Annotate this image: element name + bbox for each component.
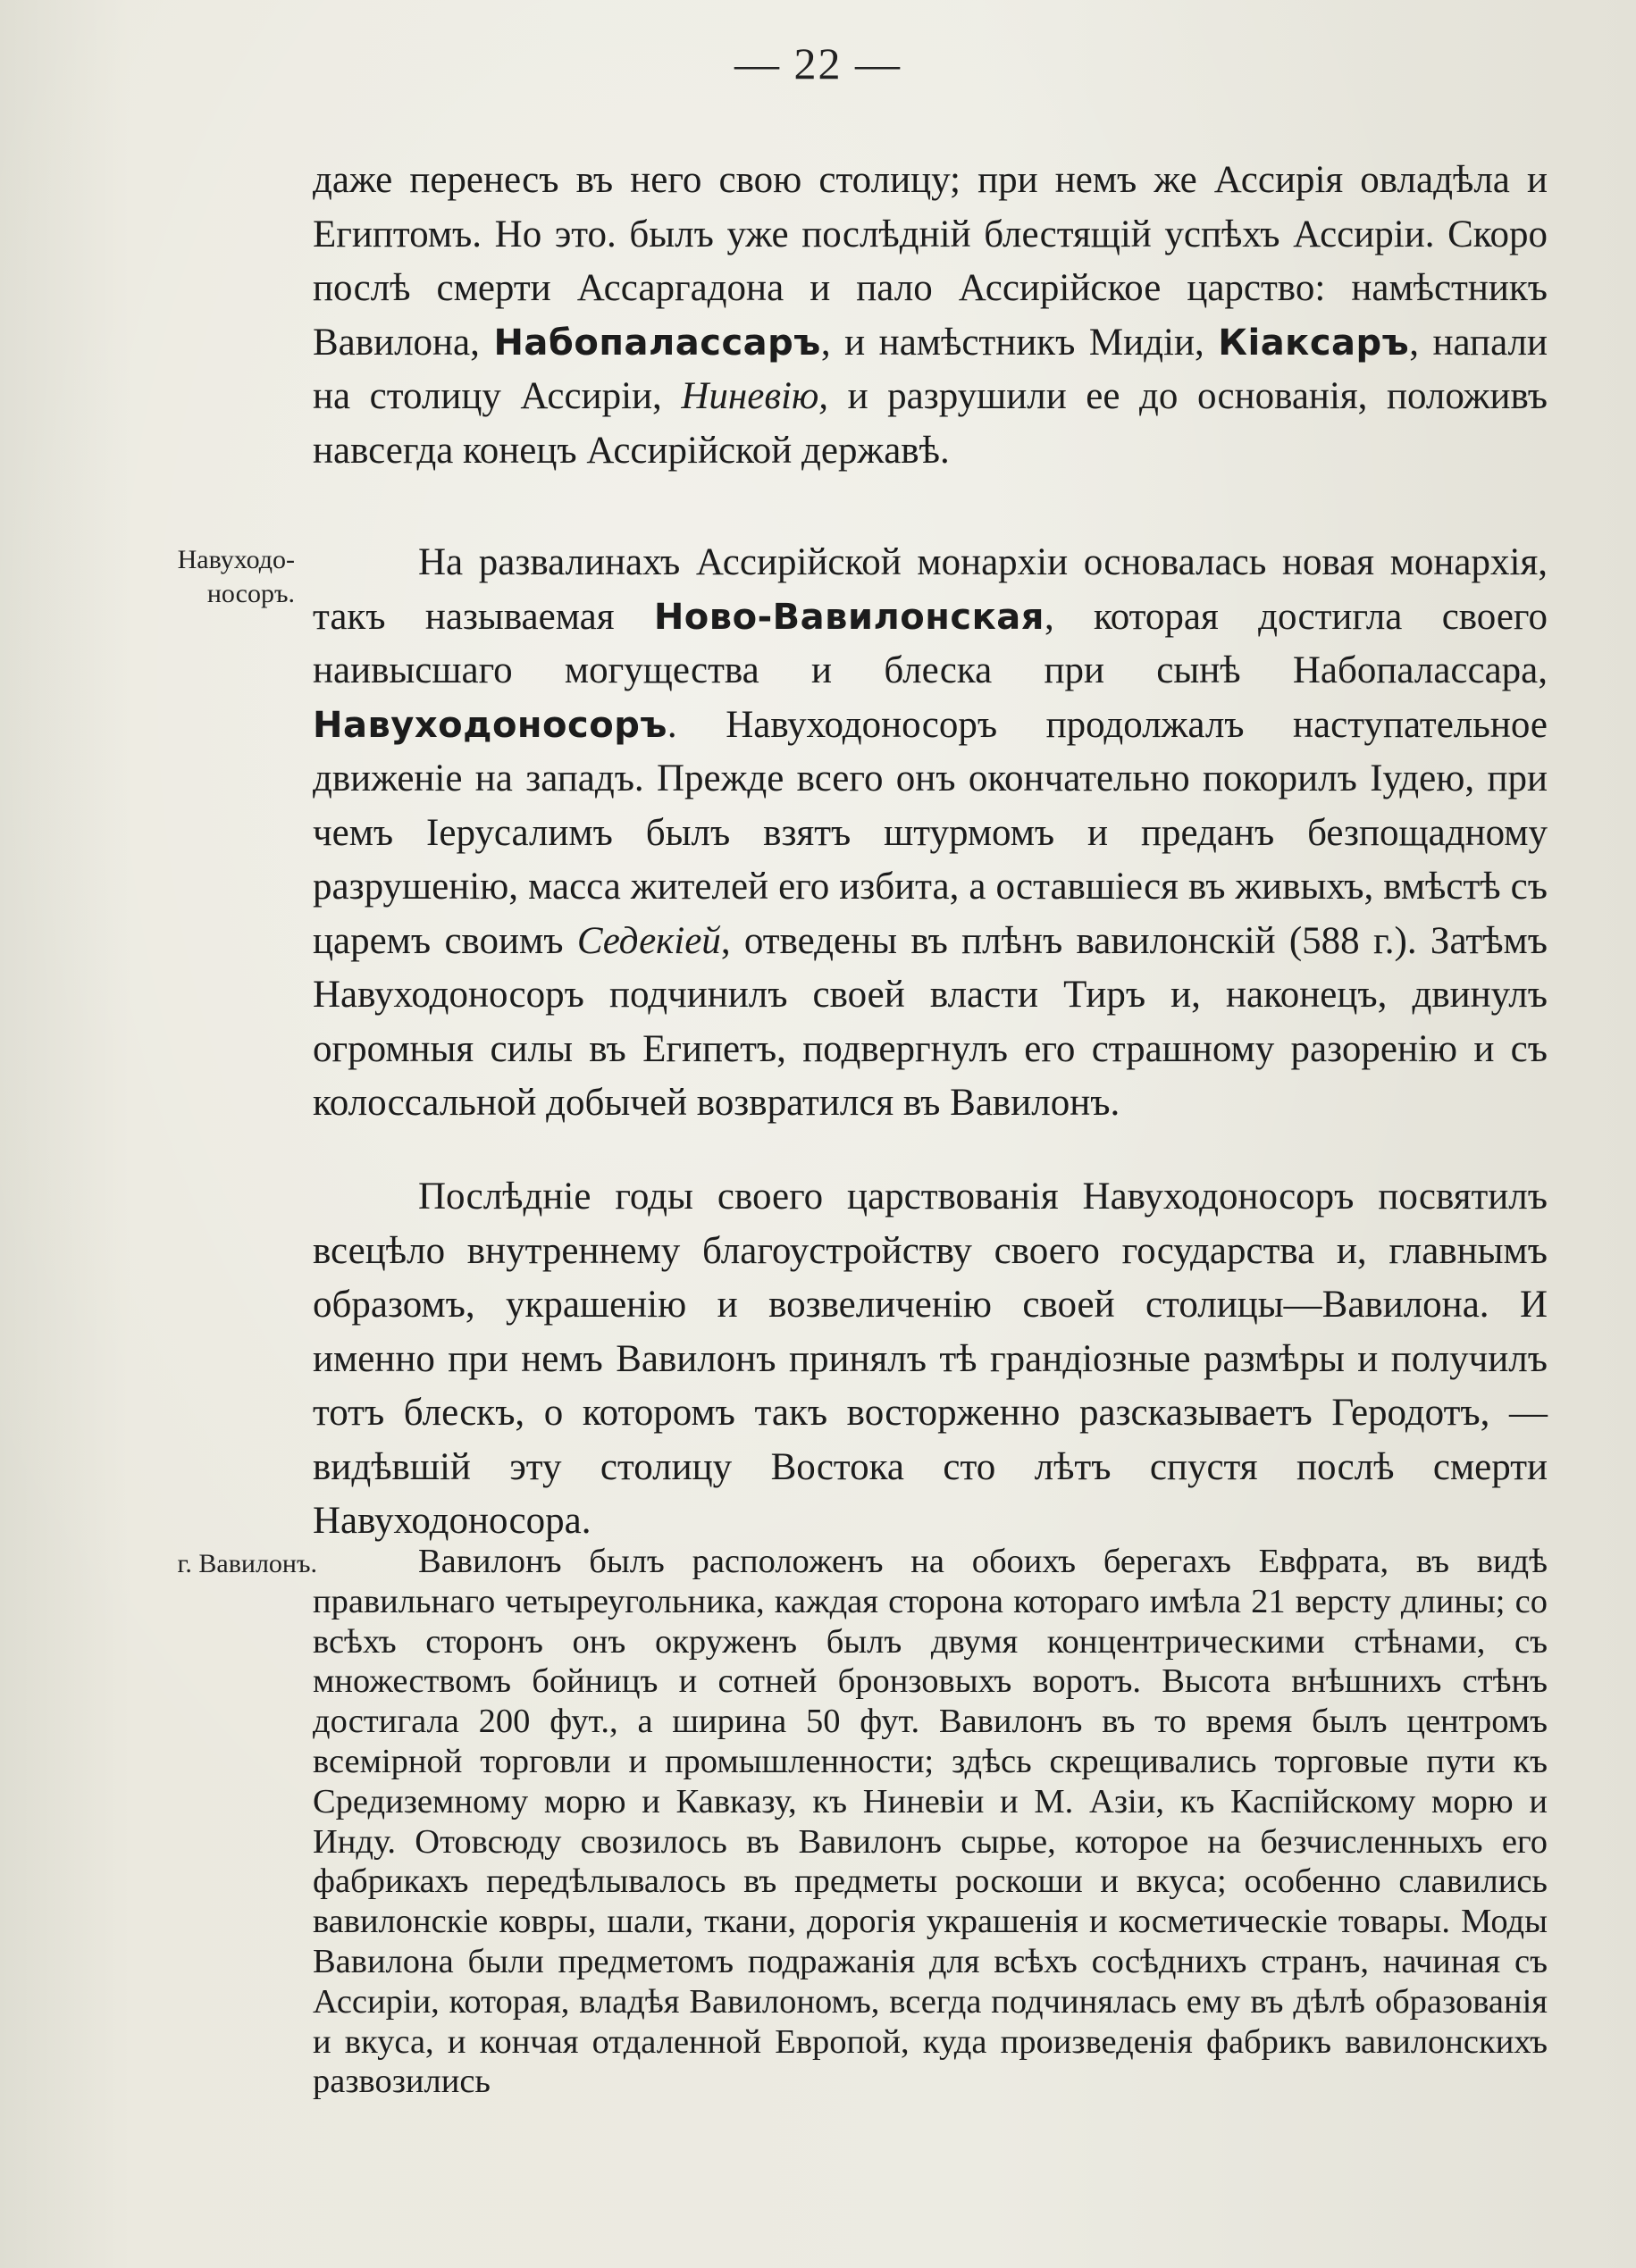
margin-note-nebuchadnezzar: Навуходо- носоръ. — [177, 545, 295, 608]
paragraph-text: Послѣдніе годы своего царствованія Навуходоносоръ посвятилъ всецѣло внутреннему благоустройству своего государства и, главнымъ образомъ, украшенію и возвеличенію своей столицы—Вавилона. И именно при немъ Вавилонъ принялъ тѣ грандіозные размѣры и получилъ тотъ блескъ, о которомъ такъ восторженно разсказываетъ Геродотъ, — видѣвшій эту столицу Востока сто лѣтъ спустя послѣ смерти Навуходоносора. — [313, 1176, 1548, 1542]
name-zedekiah: Седекіей — [576, 919, 721, 962]
page-number: — 22 — — [734, 38, 902, 88]
margin-note-babylon: г. Вавилонъ. — [177, 1549, 317, 1578]
paragraph-neo-babylonian — [313, 536, 1548, 1131]
name-neo-babylonian: Ново-Вавилонская — [653, 596, 1045, 638]
name-nebuchadnezzar: Навуходоносоръ — [313, 704, 667, 746]
text-run: , отведены въ плѣнъ вавилонскій (588 г.). Затѣмъ Навуходоносоръ подчинилъ своей власти Тиръ и, наконецъ, двинулъ огромныя силы въ Египетъ, подвергнулъ его страшному разоренію и съ колоссальной добычей возвратился въ Вавилонъ. — [313, 919, 1548, 1124]
text-run: даже перенесъ въ него свою столицу; при немъ же Ассирія овладѣла и Египтомъ. Но это. былъ уже послѣдній блестящій успѣхъ Ассиріи. Скоро послѣ смерти Ассаргадона и пало Ассирійское царство: намѣстникъ Вавилона, — [313, 159, 1548, 364]
name-nineveh: Ниневію, — [681, 375, 829, 417]
text-run: , напали на столицу Ассиріи, — [313, 321, 1548, 417]
paragraph-text — [313, 536, 1548, 1131]
paragraph-assyria-end — [313, 154, 1548, 478]
text-run: На развалинахъ Ассирійской монархіи основалась новая монархія, такъ называемая — [313, 541, 1548, 638]
text-run: . Навуходоносоръ продолжалъ наступательное движеніе на западъ. Прежде всего онъ окончательно покорилъ Іудею, при чемъ Іерусалимъ былъ взятъ штурмомъ и преданъ безпощадному разрушенію, масса жителей его избита, а оставшіеся въ живыхъ, вмѣстѣ съ царемъ своимъ — [313, 703, 1548, 962]
paragraph-later-years — [313, 1170, 1548, 1549]
paragraph-text — [313, 154, 1548, 478]
text-run: и разрушили ее до основанія, положивъ навсегда конецъ Ассирійской державѣ. — [313, 375, 1548, 472]
name-cyaxares: Кіаксаръ — [1218, 322, 1410, 364]
text-run: , и намѣстникъ Мидіи, — [820, 321, 1219, 364]
text-run: , которая достигла своего наивысшаго могущества и блеска при сынѣ Набопаласcара, — [313, 595, 1548, 691]
name-nabopolassar: Набопаласcаръ — [493, 322, 821, 364]
paragraph-text: Вавилонъ былъ расположенъ на обоихъ берегахъ Евфрата, въ видѣ правильнаго четыреугольника, каждая сторона котораго имѣла 21 версту длины; со всѣхъ сторонъ онъ окруженъ былъ двумя концентрическими стѣнами, съ множествомъ бойницъ и сотней бронзовыхъ воротъ. Высота внѣшнихъ стѣнъ достигала 200 фут., а ширина 50 фут. Вавилонъ въ то время былъ центромъ всемірной торговли и промышленности; здѣсь скрещивались торговые пути къ Средиземному морю и Кавказу, къ Ниневіи и М. Азіи, къ Каспійскому морю и Инду. Отовсюду свозилось въ Вавилонъ сырье, которое на безчисленныхъ его фабрикахъ передѣлывалось въ предметы роскоши и вкуса; особенно славились вавилонскіе ковры, шали, ткани, дорогія украшенія и косметическіе товары. Моды Вавилона были предметомъ подражанія для всѣхъ сосѣднихъ странъ, начиная съ Ассиріи, которая, владѣя Вавилономъ, всегда подчинялась ему въ дѣлѣ образованія и вкуса, и кончая отдаленной Европой, куда произведенія фабрикъ вавилонскихъ развозились — [313, 1543, 1548, 2101]
paragraph-babylon-city — [313, 1542, 1548, 2102]
